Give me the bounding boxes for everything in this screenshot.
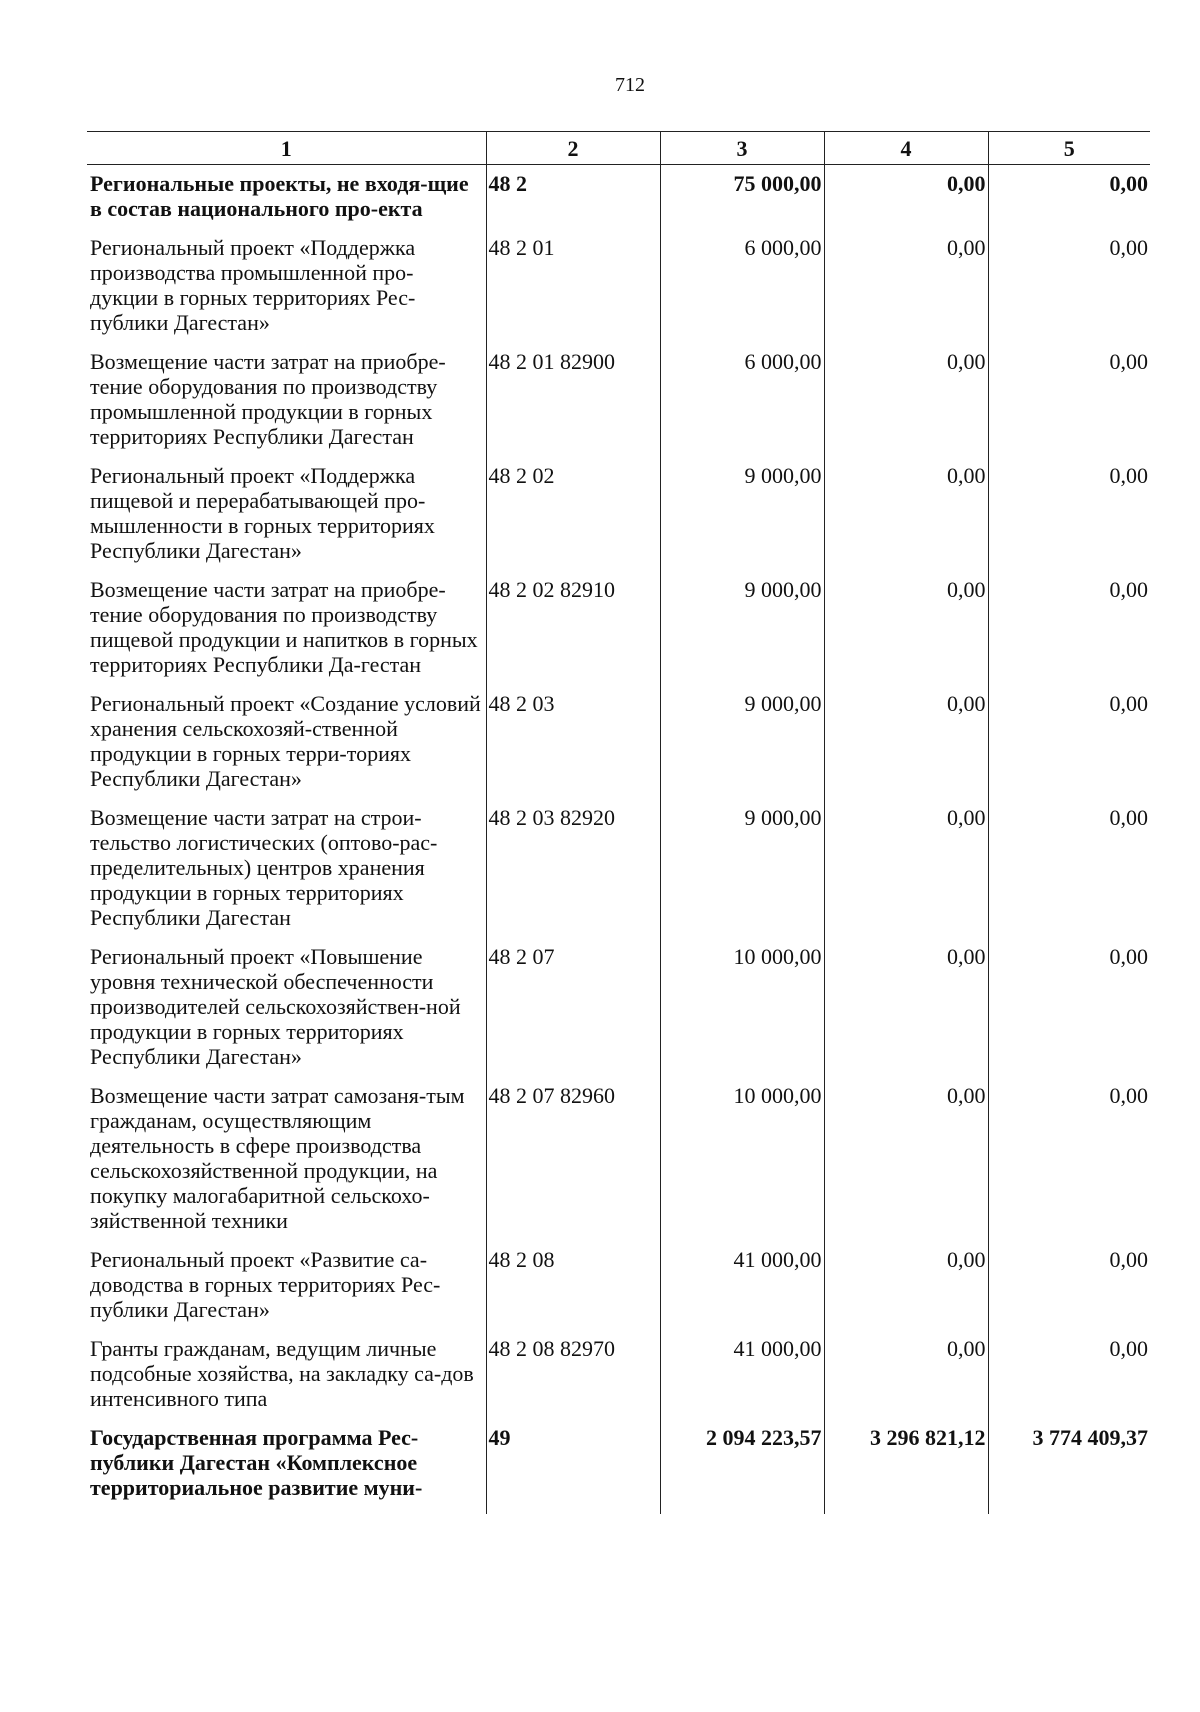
row-value-col3-cell: 41 000,00: [660, 1247, 824, 1336]
row-value-col5-cell: 0,00: [988, 944, 1150, 1083]
row-value-col4-cell: 0,00: [824, 165, 988, 236]
table-row: [87, 944, 1150, 1083]
row-name-cell: Региональный проект «Развитие са-доводства в горных территориях Рес-публики Дагестан»: [90, 1247, 441, 1322]
row-code-cell: 48 2 02 82910: [486, 577, 660, 691]
row-value-col5-cell: 0,00: [988, 691, 1150, 805]
row-name-cell: Государственная программа Рес-публики Дагестан «Комплексное территориальное развитие муни-: [90, 1425, 423, 1500]
table-row: [87, 805, 1150, 944]
row-value-col5-cell: 0,00: [988, 165, 1150, 236]
budget-table: [87, 131, 1150, 1514]
row-code-cell: 48 2 01 82900: [486, 349, 660, 463]
row-value-col5-cell: 0,00: [988, 577, 1150, 691]
row-value-col3-cell: 41 000,00: [660, 1336, 824, 1425]
row-value-col3-cell: 2 094 223,57: [660, 1425, 824, 1514]
row-value-col4-cell: 0,00: [824, 577, 988, 691]
row-name-cell: Региональный проект «Повышение уровня технической обеспеченности производителей сельскохозяйствен-ной продукции в горных территориях Республики Дагестан»: [90, 944, 461, 1069]
row-name-cell: Возмещение части затрат на приобре-тение оборудования по производству пищевой продукции и напитков в горных территориях Республики Да-гестан: [90, 577, 478, 677]
row-name-cell: Региональный проект «Поддержка пищевой и перерабатывающей про-мышленности в горных территориях Республики Дагестан»: [90, 463, 435, 563]
row-name-cell: Возмещение части затрат самозаня-тым гражданам, осуществляющим деятельность в сфере производства сельскохозяйственной продукции, на покупку малогабаритной сельскохо-зяйственной техники: [90, 1083, 465, 1233]
row-value-col3-cell: 9 000,00: [660, 805, 824, 944]
table-row: [87, 1083, 1150, 1247]
row-value-col4-cell: 0,00: [824, 463, 988, 577]
row-code-cell: 48 2 08: [486, 1247, 660, 1336]
row-code-cell: 49: [486, 1425, 660, 1514]
row-value-col3-cell: 75 000,00: [660, 165, 824, 236]
table-header-row: [87, 132, 1150, 165]
row-value-col3-cell: 6 000,00: [660, 235, 824, 349]
table-row: [87, 235, 1150, 349]
table-row: [87, 1247, 1150, 1336]
table-row: [87, 165, 1150, 236]
row-value-col5-cell: 0,00: [988, 349, 1150, 463]
row-value-col5-cell: 0,00: [988, 1336, 1150, 1425]
row-code-cell: 48 2 03: [486, 691, 660, 805]
row-value-col4-cell: 0,00: [824, 805, 988, 944]
row-value-col4-cell: 0,00: [824, 691, 988, 805]
table-row: [87, 463, 1150, 577]
row-name-cell: Региональный проект «Поддержка производства промышленной про-дукции в горных территориях Рес-публики Дагестан»: [90, 235, 416, 335]
row-code-cell: 48 2 07: [486, 944, 660, 1083]
row-name-cell: Возмещение части затрат на строи-тельство логистических (оптово-рас-пределительных) центров хранения продукции в горных территориях Республики Дагестан: [90, 805, 438, 930]
row-value-col4-cell: 0,00: [824, 349, 988, 463]
row-code-cell: 48 2 01: [486, 235, 660, 349]
row-name-cell: Региональный проект «Создание условий хранения сельскохозяй-ственной продукции в горных терри-ториях Республики Дагестан»: [90, 691, 481, 791]
row-value-col5-cell: 0,00: [988, 1247, 1150, 1336]
row-value-col4-cell: 0,00: [824, 1247, 988, 1336]
row-code-cell: 48 2 02: [486, 463, 660, 577]
row-value-col3-cell: 10 000,00: [660, 1083, 824, 1247]
table-row: [87, 577, 1150, 691]
row-value-col5-cell: 0,00: [988, 805, 1150, 944]
column-header-2: 2: [486, 132, 660, 165]
row-value-col3-cell: 9 000,00: [660, 691, 824, 805]
row-value-col3-cell: 9 000,00: [660, 577, 824, 691]
page-number: 712: [615, 74, 645, 96]
row-code-cell: 48 2 03 82920: [486, 805, 660, 944]
table-body: [87, 165, 1150, 1515]
row-value-col5-cell: 0,00: [988, 1083, 1150, 1247]
table-row: [87, 1336, 1150, 1425]
column-header-5: 5: [988, 132, 1150, 165]
table-row: [87, 691, 1150, 805]
row-value-col3-cell: 9 000,00: [660, 463, 824, 577]
row-value-col5-cell: 3 774 409,37: [988, 1425, 1150, 1514]
row-name-cell: Региональные проекты, не входя-щие в состав национального про-екта: [90, 171, 469, 221]
row-value-col4-cell: 0,00: [824, 1083, 988, 1247]
row-value-col5-cell: 0,00: [988, 235, 1150, 349]
row-value-col4-cell: 0,00: [824, 944, 988, 1083]
row-value-col3-cell: 6 000,00: [660, 349, 824, 463]
row-value-col5-cell: 0,00: [988, 463, 1150, 577]
row-code-cell: 48 2 08 82970: [486, 1336, 660, 1425]
column-header-3: 3: [660, 132, 824, 165]
row-code-cell: 48 2: [486, 165, 660, 236]
table-row: [87, 1425, 1150, 1514]
row-code-cell: 48 2 07 82960: [486, 1083, 660, 1247]
table-row: [87, 349, 1150, 463]
row-name-cell: Гранты гражданам, ведущим личные подсобные хозяйства, на закладку са-дов интенсивного типа: [90, 1336, 474, 1411]
row-name-cell: Возмещение части затрат на приобре-тение оборудования по производству промышленной продукции в горных территориях Республики Дагестан: [90, 349, 446, 449]
row-value-col3-cell: 10 000,00: [660, 944, 824, 1083]
row-value-col4-cell: 3 296 821,12: [824, 1425, 988, 1514]
column-header-4: 4: [824, 132, 988, 165]
row-value-col4-cell: 0,00: [824, 1336, 988, 1425]
column-header-1: 1: [87, 132, 486, 165]
row-value-col4-cell: 0,00: [824, 235, 988, 349]
